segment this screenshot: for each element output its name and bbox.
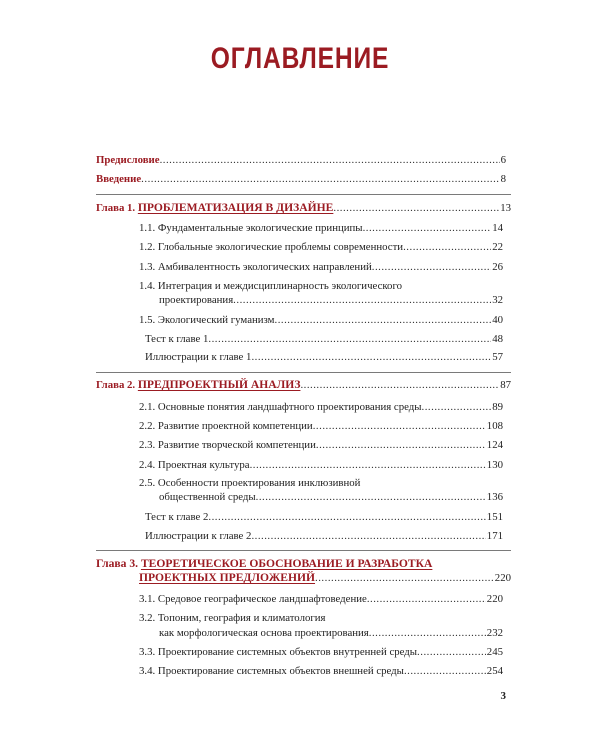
entry-label-line1: 1.4. Интеграция и междисциплинарность экологического xyxy=(139,280,403,292)
entry-label: 2.4. Проектная культура xyxy=(139,459,250,471)
toc-entry[interactable] xyxy=(139,458,503,472)
divider xyxy=(96,372,511,373)
entry-page: 22 xyxy=(492,241,503,253)
toc-entry[interactable] xyxy=(139,260,503,274)
toc-entry[interactable] xyxy=(145,332,503,346)
divider xyxy=(96,550,511,551)
entry-page: 245 xyxy=(486,646,503,658)
entry-label: Иллюстрации к главе 2 xyxy=(145,530,252,542)
toc-chapter-2[interactable] xyxy=(96,378,511,392)
entry-label-line1: 3.2. Топоним, география и климатология xyxy=(139,612,326,624)
toc-entry[interactable] xyxy=(139,400,503,414)
entry-page: 6 xyxy=(500,154,506,166)
entry-page: 130 xyxy=(486,459,503,471)
entry-label-line2: как морфологическая основа проектирования xyxy=(159,627,369,639)
chapter-number: Глава 2. xyxy=(96,379,136,391)
toc-chapter-3-line1[interactable] xyxy=(96,556,432,571)
toc-entry[interactable] xyxy=(139,240,503,254)
entry-label: 3.4. Проектирование системных объектов внешней среды xyxy=(139,665,404,677)
entry-label: 2.3. Развитие творческой компетенции xyxy=(139,439,316,451)
entry-label: 2.1. Основные понятия ландшафтного проектирования среды xyxy=(139,401,422,413)
entry-page: 220 xyxy=(486,593,503,605)
entry-label: Предисловие xyxy=(96,154,160,166)
toc-chapter-3[interactable] xyxy=(139,571,511,585)
toc-entry[interactable] xyxy=(145,510,503,524)
entry-label: 2.2. Развитие проектной компетенции xyxy=(139,420,313,432)
chapter-number: Глава 1. xyxy=(96,202,136,214)
entry-label: Введение xyxy=(96,173,142,185)
chapter-title: ПРОБЛЕМАТИЗАЦИЯ В ДИЗАЙНЕ xyxy=(137,201,334,214)
entry-page: 32 xyxy=(492,294,503,306)
entry-page: 220 xyxy=(494,572,511,584)
divider xyxy=(96,194,511,195)
entry-page: 48 xyxy=(492,333,503,345)
entry-label: Тест к главе 1 xyxy=(145,333,209,345)
chapter-title: ПРЕДПРОЕКТНЫЙ АНАЛИЗ xyxy=(137,378,301,391)
toc-entry[interactable] xyxy=(139,221,503,235)
entry-label-line2: общественной среды xyxy=(159,491,256,503)
toc-entry[interactable] xyxy=(139,313,503,327)
toc-chapter-1[interactable] xyxy=(96,201,511,215)
entry-label: Тест к главе 2 xyxy=(145,511,209,523)
entry-label-line1: 2.5. Особенности проектирования инклюзивной xyxy=(139,477,361,489)
entry-page: 136 xyxy=(486,491,503,503)
toc-entry-introduction[interactable] xyxy=(96,172,506,186)
toc-entry-preface[interactable] xyxy=(96,153,506,167)
entry-label: 1.5. Экологический гуманизм xyxy=(139,314,275,326)
entry-page: 151 xyxy=(486,511,503,523)
page-number: 3 xyxy=(500,690,506,702)
toc-entry[interactable] xyxy=(145,529,503,543)
page-title: ОГЛАВЛЕНИЕ xyxy=(210,42,390,75)
toc-entry[interactable] xyxy=(145,350,503,364)
entry-page: 8 xyxy=(500,173,506,185)
entry-label: Иллюстрации к главе 1 xyxy=(145,351,252,363)
chapter-title-line2: ПРОЕКТНЫХ ПРЕДЛОЖЕНИЙ xyxy=(139,571,316,584)
entry-page: 171 xyxy=(486,530,503,542)
entry-page: 89 xyxy=(492,401,503,413)
entry-page: 87 xyxy=(500,379,511,391)
chapter-title-line1: ТЕОРЕТИЧЕСКОЕ ОБОСНОВАНИЕ И РАЗРАБОТКА xyxy=(140,557,433,570)
entry-page: 14 xyxy=(492,222,503,234)
entry-page: 26 xyxy=(492,261,503,273)
toc-entry[interactable] xyxy=(139,664,503,678)
entry-page: 124 xyxy=(486,439,503,451)
toc-entry[interactable] xyxy=(139,438,503,452)
chapter-number: Глава 3. xyxy=(96,557,139,570)
entry-page: 254 xyxy=(486,665,503,677)
toc-entry[interactable] xyxy=(139,592,503,606)
entry-page: 57 xyxy=(492,351,503,363)
entry-page: 232 xyxy=(486,627,503,639)
entry-label: 1.2. Глобальные экологические проблемы современности xyxy=(139,241,404,253)
toc-entry[interactable] xyxy=(139,419,503,433)
entry-label: 1.3. Амбивалентность экологических направлений xyxy=(139,261,372,273)
toc-entry[interactable] xyxy=(139,645,503,659)
entry-label: 1.1. Фундаментальные экологические принципы xyxy=(139,222,363,234)
entry-page: 108 xyxy=(486,420,503,432)
entry-page: 40 xyxy=(492,314,503,326)
entry-label-line2: проектирования xyxy=(159,294,234,306)
entry-label: 3.3. Проектирование системных объектов внутренней среды xyxy=(139,646,418,658)
entry-page: 13 xyxy=(500,202,511,214)
entry-label: 3.1. Средовое географическое ландшафтоведение xyxy=(139,593,367,605)
